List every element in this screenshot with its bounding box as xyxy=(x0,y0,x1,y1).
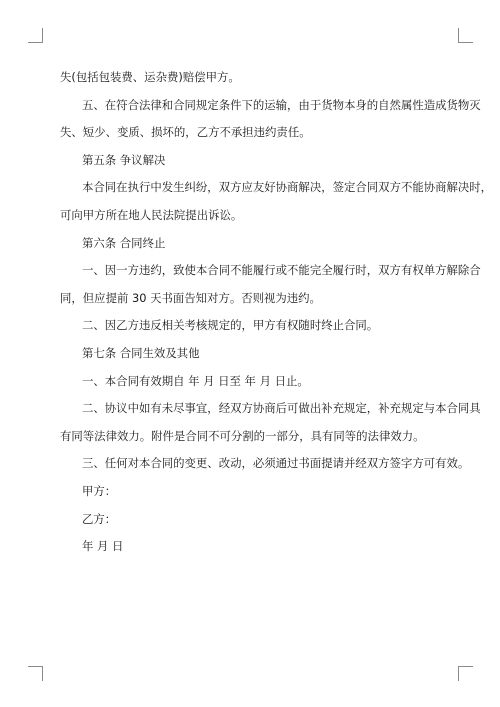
paragraph-line: 本合同在执行中发生纠纷，双方应友好协商解决，签定合同双方不能协商解决时， xyxy=(82,180,493,195)
section-heading: 第六条 合同终止 xyxy=(82,235,166,250)
corner-mark-top-left xyxy=(28,28,43,43)
section-heading: 第七条 合同生效及其他 xyxy=(82,345,200,360)
paragraph-line: 失、短少、变质、损坏的，乙方不承担违约责任。 xyxy=(60,125,311,140)
paragraph-line: 有同等法律效力。附件是合同不可分割的一部分，具有同等的法律效力。 xyxy=(60,428,425,443)
section-heading: 第五条 争议解决 xyxy=(82,152,166,167)
paragraph-line: 二、因乙方违反相关考核规定的，甲方有权随时终止合同。 xyxy=(82,318,379,333)
paragraph-line: 同，但应提前 30 天书面告知对方。否则视为违约。 xyxy=(60,290,321,305)
corner-mark-top-right xyxy=(458,28,473,43)
paragraph-line: 五、在符合法律和合同规定条件下的运输，由于货物本身的自然属性造成货物灭 xyxy=(82,97,481,112)
paragraph-line: 失(包括包装费、运杂费)赔偿甲方。 xyxy=(60,70,240,84)
corner-mark-bottom-right xyxy=(458,666,473,681)
paragraph-line: 一、因一方违约，致使本合同不能履行或不能完全履行时，双方有权单方解除合 xyxy=(82,263,481,278)
paragraph-line: 可向甲方所在地人民法院提出诉讼。 xyxy=(60,207,243,222)
signature-party-b: 乙方： xyxy=(82,511,117,526)
paragraph-line: 二、协议中如有未尽事宜，经双方协商后可做出补充规定，补充规定与本合同具 xyxy=(82,401,481,416)
signature-date: 年 月 日 xyxy=(82,539,124,554)
document-body xyxy=(60,64,493,561)
paragraph-line: 三、任何对本合同的变更、改动，必须通过书面提请并经双方签字方可有效。 xyxy=(82,456,470,471)
signature-party-a: 甲方： xyxy=(82,483,117,498)
paragraph-line: 一、本合同有效期自 年 月 日至 年 月 日止。 xyxy=(82,373,309,388)
corner-mark-bottom-left xyxy=(28,666,43,681)
